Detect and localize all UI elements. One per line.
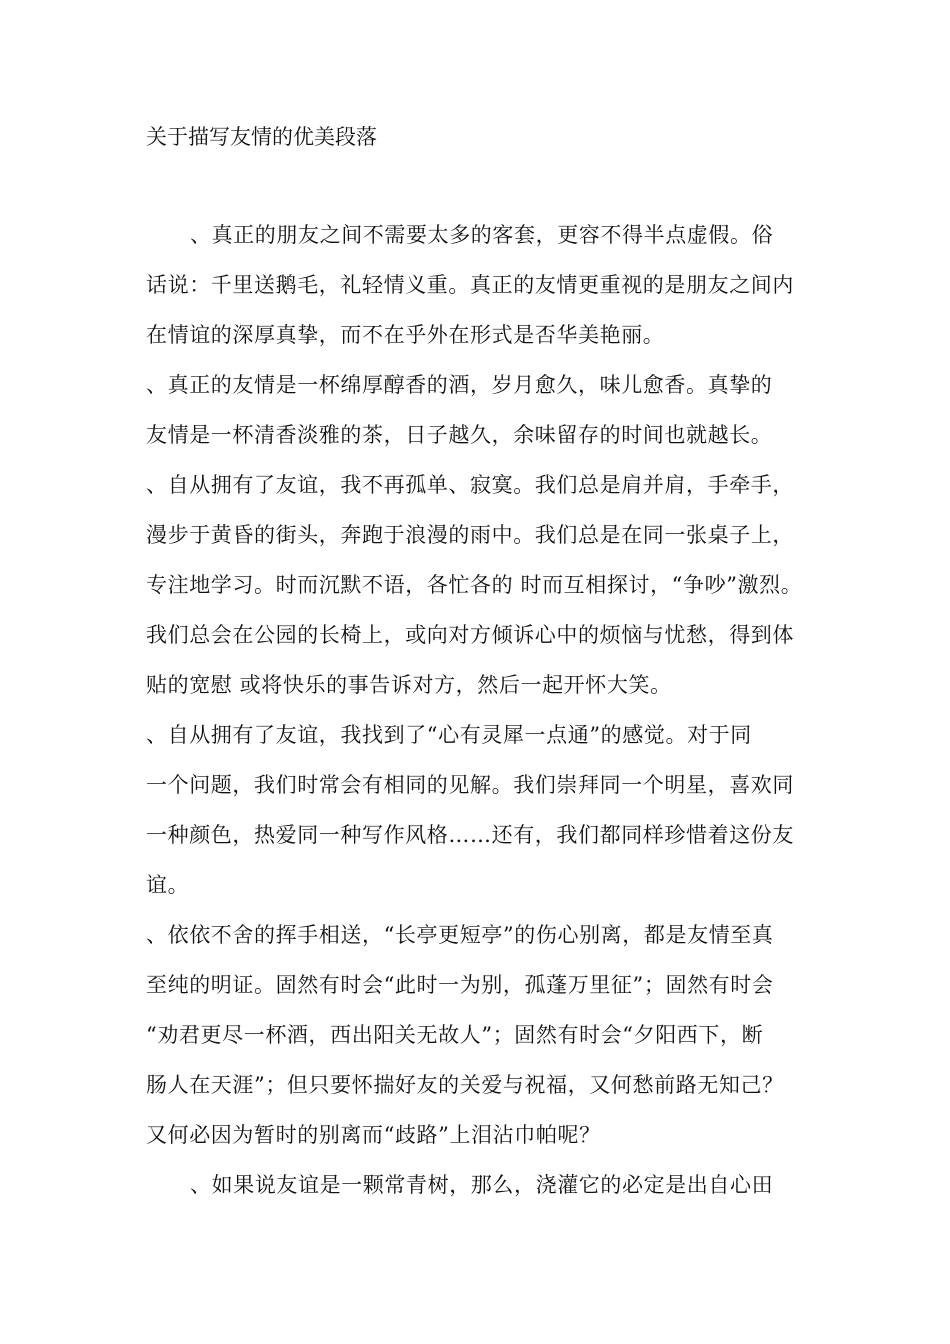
paragraph-line: 在情谊的深厚真挚，而不在乎外在形式是否华美艳丽。 <box>146 323 665 347</box>
paragraph-line: 一个问题，我们时常会有相同的见解。我们崇拜同一个明星，喜欢同 <box>146 773 794 797</box>
paragraph-line: 、真正的友情是一杯绵厚醇香的酒，岁月愈久，味儿愈香。真挚的 <box>146 373 773 397</box>
paragraph-line: 一种颜色，热爱同一种写作风格……还有，我们都同样珍惜着这份友 <box>146 823 794 847</box>
paragraph-line: 、自从拥有了友谊，我找到了“心有灵犀一点通”的感觉。对于同 <box>146 723 752 747</box>
paragraph-line: 又何必因为暂时的别离而“歧路”上泪沾巾帕呢？ <box>146 1123 601 1147</box>
paragraph-line: 漫步于黄昏的街头，奔跑于浪漫的雨中。我们总是在同一张桌子上， <box>146 523 794 547</box>
paragraph-line: 我们总会在公园的长椅上，或向对方倾诉心中的烦恼与忧愁，得到体 <box>146 623 794 647</box>
paragraph-line: 至纯的明证。固然有时会“此时一为别，孤蓬万里征”；固然有时会 <box>146 973 774 997</box>
paragraph-line: 肠人在天涯”；但只要怀揣好友的关爱与祝福，又何愁前路无知己？ <box>146 1073 784 1097</box>
paragraph-line: 谊。 <box>146 873 190 897</box>
paragraph-line: 专注地学习。时而沉默不语，各忙各的 时而互相探讨，“争吵”激烈。 <box>146 573 803 597</box>
paragraph-line: 、依依不舍的挥手相送，“长亭更短亭”的伤心别离，都是友情至真 <box>146 923 774 947</box>
paragraph-line: 话说：千里送鹅毛，礼轻情义重。真正的友情更重视的是朋友之间内 <box>146 273 794 297</box>
paragraph-line: 、真正的朋友之间不需要太多的客套，更容不得半点虚假。俗 <box>190 223 774 247</box>
paragraph-line: 、如果说友谊是一颗常青树，那么，浇灌它的必定是出自心田 <box>190 1173 774 1197</box>
paragraph-line: 、自从拥有了友谊，我不再孤单、寂寞。我们总是肩并肩，手牵手， <box>146 473 794 497</box>
paragraph-line: 友情是一杯清香淡雅的茶，日子越久，余味留存的时间也就越长。 <box>146 423 773 447</box>
paragraph-line: “劝君更尽一杯酒，西出阳关无故人”；固然有时会“夕阳西下，断 <box>146 1023 764 1047</box>
paragraph-line: 贴的宽慰 或将快乐的事告诉对方，然后一起开怀大笑。 <box>146 673 672 697</box>
document-title: 关于描写友情的优美段落 <box>146 125 377 149</box>
